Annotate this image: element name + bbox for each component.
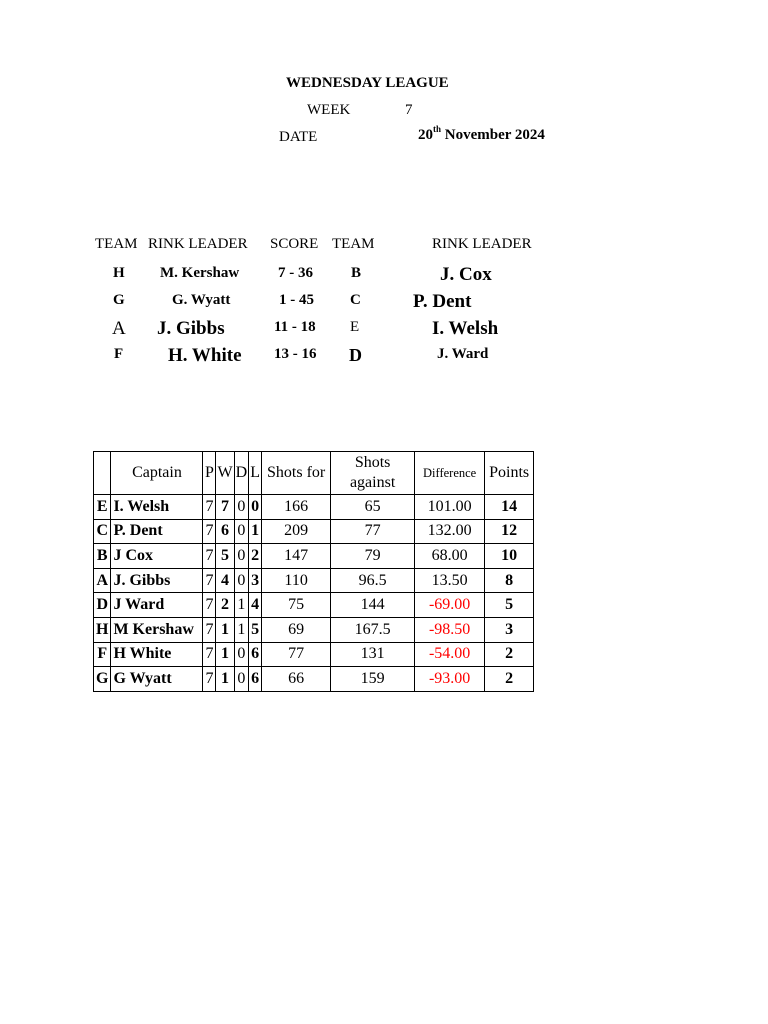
team-letter: B xyxy=(94,544,111,569)
shots-for: 75 xyxy=(262,593,331,618)
table-row xyxy=(94,593,534,618)
table-row xyxy=(94,495,534,520)
shots-for: 66 xyxy=(262,667,331,692)
shots-against: 131 xyxy=(331,642,415,667)
league-table-header-row xyxy=(94,452,534,495)
week-value: 7 xyxy=(405,102,413,118)
difference: -54.00 xyxy=(415,642,485,667)
drawn: 0 xyxy=(234,642,249,667)
lost: 1 xyxy=(249,519,262,544)
team-letter: A xyxy=(94,568,111,593)
col-won: W xyxy=(216,452,234,495)
fixtures-header-score: SCORE xyxy=(270,236,319,252)
shots-against: 77 xyxy=(331,519,415,544)
fixture-team1: F xyxy=(114,346,124,362)
shots-against: 167.5 xyxy=(331,617,415,642)
difference: 132.00 xyxy=(415,519,485,544)
date-label: DATE xyxy=(279,129,318,145)
drawn: 0 xyxy=(234,568,249,593)
lost: 6 xyxy=(249,642,262,667)
team-letter: F xyxy=(94,642,111,667)
captain-name: I. Welsh xyxy=(111,495,203,520)
captain-name: J. Gibbs xyxy=(111,568,203,593)
points: 14 xyxy=(485,495,534,520)
lost: 2 xyxy=(249,544,262,569)
team-letter: G xyxy=(94,667,111,692)
fixtures-header-team2: TEAM xyxy=(332,236,375,252)
fixture-team2: B xyxy=(351,265,362,281)
won: 1 xyxy=(216,642,234,667)
drawn: 0 xyxy=(234,519,249,544)
fixture-score: 7 - 36 xyxy=(278,265,313,281)
table-row xyxy=(94,617,534,642)
played: 7 xyxy=(203,495,216,520)
league-table xyxy=(93,451,534,692)
team-letter: C xyxy=(94,519,111,544)
difference: -93.00 xyxy=(415,667,485,692)
table-row xyxy=(94,568,534,593)
fixture-team1: A xyxy=(112,318,126,339)
fixture-team2: E xyxy=(350,319,360,335)
fixtures-header-team1: TEAM xyxy=(95,236,138,252)
points: 12 xyxy=(485,519,534,544)
won: 2 xyxy=(216,593,234,618)
won: 7 xyxy=(216,495,234,520)
shots-for: 69 xyxy=(262,617,331,642)
table-row xyxy=(94,544,534,569)
col-shots-for: Shots for xyxy=(262,452,331,495)
lost: 3 xyxy=(249,568,262,593)
fixtures-header-leader2: RINK LEADER xyxy=(432,236,532,252)
won: 5 xyxy=(216,544,234,569)
fixtures-header-leader1: RINK LEADER xyxy=(148,236,248,252)
points: 2 xyxy=(485,667,534,692)
points: 10 xyxy=(485,544,534,569)
played: 7 xyxy=(203,667,216,692)
page-title: WEDNESDAY LEAGUE xyxy=(286,75,449,91)
points: 3 xyxy=(485,617,534,642)
fixture-score: 13 - 16 xyxy=(274,346,317,362)
fixture-team2: D xyxy=(349,345,362,365)
fixture-leader2: I. Welsh xyxy=(432,318,499,339)
fixture-score: 11 - 18 xyxy=(274,319,316,335)
won: 1 xyxy=(216,617,234,642)
won: 4 xyxy=(216,568,234,593)
team-letter: E xyxy=(94,495,111,520)
fixture-leader2: J. Ward xyxy=(437,346,489,362)
points: 5 xyxy=(485,593,534,618)
played: 7 xyxy=(203,544,216,569)
difference: 13.50 xyxy=(415,568,485,593)
lost: 4 xyxy=(249,593,262,618)
shots-for: 209 xyxy=(262,519,331,544)
fixture-leader1: J. Gibbs xyxy=(157,318,225,339)
won: 1 xyxy=(216,667,234,692)
shots-for: 110 xyxy=(262,568,331,593)
captain-name: G Wyatt xyxy=(111,667,203,692)
shots-against: 144 xyxy=(331,593,415,618)
shots-for: 147 xyxy=(262,544,331,569)
points: 2 xyxy=(485,642,534,667)
captain-name: M Kershaw xyxy=(111,617,203,642)
lost: 5 xyxy=(249,617,262,642)
difference: 68.00 xyxy=(415,544,485,569)
fixture-leader1: G. Wyatt xyxy=(172,292,231,308)
col-points: Points xyxy=(485,452,534,495)
week-label: WEEK xyxy=(307,102,351,118)
fixture-score: 1 - 45 xyxy=(279,292,314,308)
team-letter: D xyxy=(94,593,111,618)
played: 7 xyxy=(203,642,216,667)
played: 7 xyxy=(203,593,216,618)
date-rest: November 2024 xyxy=(441,127,545,143)
date-value xyxy=(418,124,545,144)
col-difference: Difference xyxy=(415,452,485,495)
shots-against: 96.5 xyxy=(331,568,415,593)
points: 8 xyxy=(485,568,534,593)
captain-name: J Ward xyxy=(111,593,203,618)
shots-against: 159 xyxy=(331,667,415,692)
fixture-leader1: H. White xyxy=(168,345,242,366)
drawn: 1 xyxy=(234,593,249,618)
fixture-leader1: M. Kershaw xyxy=(160,265,240,281)
fixture-team2: C xyxy=(350,292,361,308)
col-captain: Captain xyxy=(111,452,203,495)
team-letter: H xyxy=(94,617,111,642)
fixture-leader2: P. Dent xyxy=(413,291,472,312)
captain-name: H White xyxy=(111,642,203,667)
drawn: 0 xyxy=(234,667,249,692)
captain-name: P. Dent xyxy=(111,519,203,544)
drawn: 1 xyxy=(234,617,249,642)
lost: 0 xyxy=(249,495,262,520)
col-lost: L xyxy=(249,452,262,495)
difference: -69.00 xyxy=(415,593,485,618)
fixture-leader2: J. Cox xyxy=(440,264,492,285)
fixture-team1: G xyxy=(113,292,125,308)
played: 7 xyxy=(203,519,216,544)
captain-name: J Cox xyxy=(111,544,203,569)
shots-for: 166 xyxy=(262,495,331,520)
played: 7 xyxy=(203,617,216,642)
table-row xyxy=(94,667,534,692)
date-suffix: th xyxy=(433,124,442,134)
drawn: 0 xyxy=(234,544,249,569)
played: 7 xyxy=(203,568,216,593)
shots-against: 79 xyxy=(331,544,415,569)
shots-against: 65 xyxy=(331,495,415,520)
col-shots-against: Shots against xyxy=(331,452,415,495)
fixture-team1: H xyxy=(113,265,125,281)
col-team xyxy=(94,452,111,495)
drawn: 0 xyxy=(234,495,249,520)
difference: 101.00 xyxy=(415,495,485,520)
col-drawn: D xyxy=(234,452,249,495)
difference: -98.50 xyxy=(415,617,485,642)
table-row xyxy=(94,519,534,544)
won: 6 xyxy=(216,519,234,544)
table-row xyxy=(94,642,534,667)
lost: 6 xyxy=(249,667,262,692)
shots-for: 77 xyxy=(262,642,331,667)
col-played: P xyxy=(203,452,216,495)
date-day: 20 xyxy=(418,127,433,143)
